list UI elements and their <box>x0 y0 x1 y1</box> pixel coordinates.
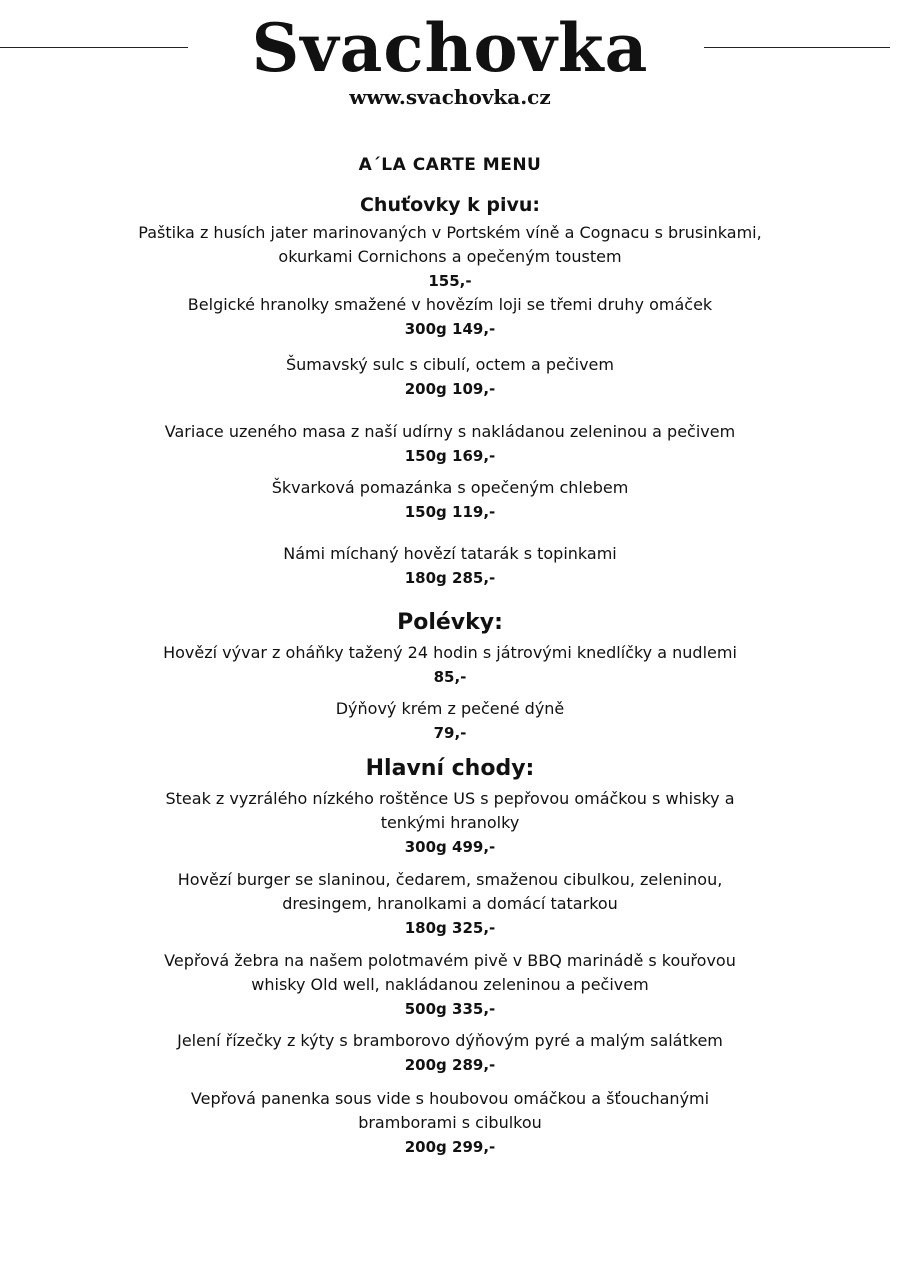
menu-item <box>0 353 900 401</box>
menu-item <box>0 949 900 1021</box>
menu-item <box>0 293 900 341</box>
item-price: 150g 119,- <box>404 503 496 521</box>
item-price: 180g 325,- <box>404 919 496 937</box>
menu-item <box>0 420 900 468</box>
item-price: 200g 289,- <box>404 1056 496 1074</box>
item-price: 150g 169,- <box>404 447 496 465</box>
item-description: Šumavský sulc s cibulí, octem a pečivem <box>286 355 614 374</box>
item-description: Dýňový krém z pečené dýně <box>335 699 565 718</box>
website-link[interactable]: www.svachovka.cz <box>349 85 551 109</box>
item-description: Jelení řízečky z kýty s bramborovo dýňovým pyré a malým salátkem <box>177 1031 723 1050</box>
menu-item <box>0 221 900 293</box>
item-description: Škvarková pomazánka s opečeným chlebem <box>271 478 629 497</box>
item-description: Vepřová panenka sous vide s houbovou omáčkou a šťouchanými <box>190 1089 710 1108</box>
menu-item <box>0 542 900 590</box>
item-price: 300g 149,- <box>404 320 496 338</box>
menu-item <box>0 641 900 689</box>
item-description: dresingem, hranolkami a domácí tatarkou <box>282 894 618 913</box>
item-price: 85,- <box>433 668 467 686</box>
menu-item <box>0 476 900 524</box>
item-description: Belgické hranolky smažené v hovězím loji se třemi druhy omáček <box>187 295 713 314</box>
item-price: 155,- <box>428 272 472 290</box>
item-price: 79,- <box>433 724 467 742</box>
item-description: tenkými hranolky <box>380 813 520 832</box>
menu-item <box>0 868 900 940</box>
item-price: 300g 499,- <box>404 838 496 856</box>
menu-item <box>0 1029 900 1077</box>
item-description: Hovězí vývar z oháňky tažený 24 hodin s játrovými knedlíčky a nudlemi <box>163 643 737 662</box>
item-description: Variace uzeného masa z naší udírny s nakládanou zeleninou a pečivem <box>164 422 736 441</box>
section-title-mains: Hlavní chody: <box>365 756 535 781</box>
item-price: 200g 109,- <box>404 380 496 398</box>
brand-name: Svachovka <box>251 9 649 87</box>
section-title-snacks: Chuťovky k pivu: <box>359 194 541 216</box>
section-title-soups: Polévky: <box>397 610 503 635</box>
item-description: Vepřová žebra na našem polotmavém pivě v BBQ marinádě s kouřovou <box>164 951 736 970</box>
item-price: 500g 335,- <box>404 1000 496 1018</box>
menu-title: A´LA CARTE MENU <box>358 155 542 175</box>
menu-item <box>0 697 900 745</box>
item-description: Hovězí burger se slaninou, čedarem, smaženou cibulkou, zeleninou, <box>177 870 723 889</box>
item-price: 200g 299,- <box>404 1138 496 1156</box>
item-description: whisky Old well, nakládanou zeleninou a pečivem <box>251 975 649 994</box>
item-description: Námi míchaný hovězí tatarák s topinkami <box>283 544 617 563</box>
item-description: Paštika z husích jater marinovaných v Portském víně a Cognacu s brusinkami, <box>138 223 762 242</box>
item-description: Steak z vyzrálého nízkého roštěnce US s pepřovou omáčkou s whisky a <box>165 789 735 808</box>
item-description: okurkami Cornichons a opečeným toustem <box>278 247 622 266</box>
item-price: 180g 285,- <box>404 569 496 587</box>
menu-item <box>0 1087 900 1159</box>
item-description: bramborami s cibulkou <box>358 1113 542 1132</box>
menu-item <box>0 787 900 859</box>
